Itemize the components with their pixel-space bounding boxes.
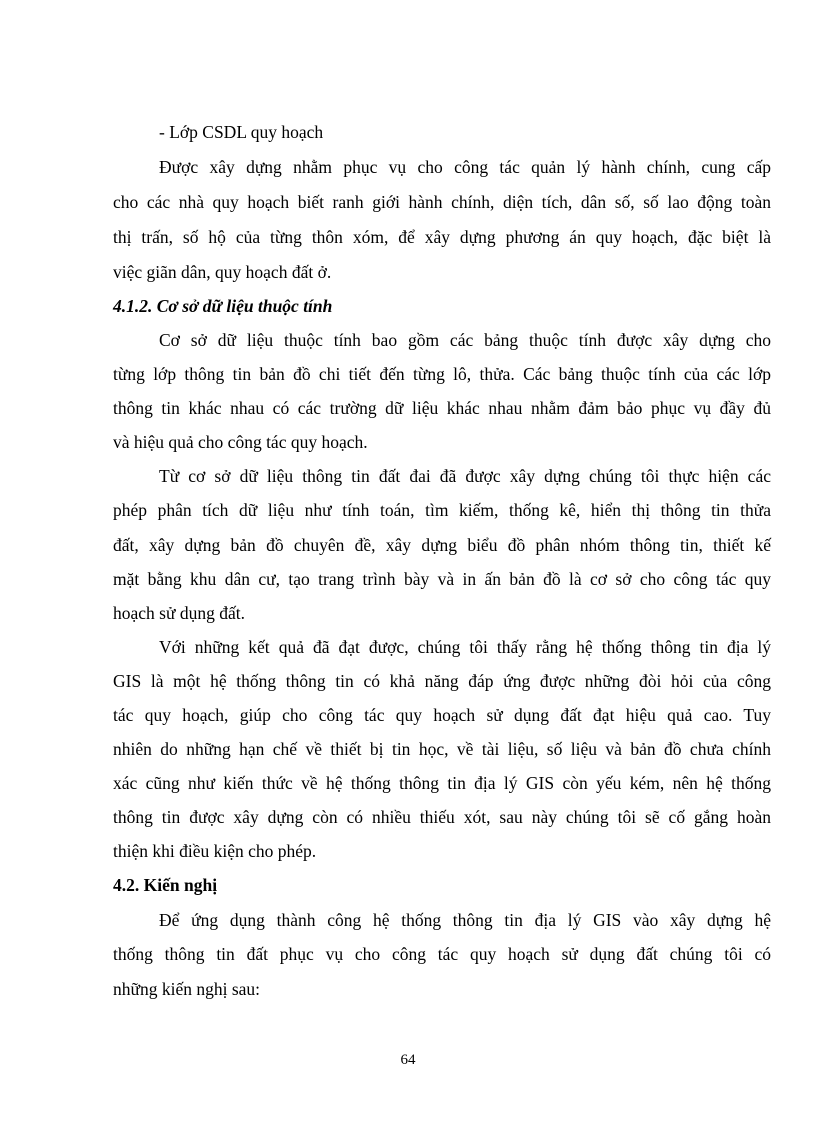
- paragraph-line: hoạch sử dụng đất.: [113, 603, 245, 623]
- paragraph-line: Với những kết quả đã đạt được, chúng tôi thấy rằng hệ thống thông tin địa lý: [159, 637, 771, 657]
- paragraph-line: Từ cơ sở dữ liệu thông tin đất đai đã được xây dựng chúng tôi thực hiện các: [159, 466, 771, 486]
- paragraph-line: cho các nhà quy hoạch biết ranh giới hành chính, diện tích, dân số, số lao động toàn: [113, 192, 771, 212]
- paragraph-line: thống thông tin đất phục vụ cho công tác quy hoạch sử dụng đất chúng tôi có: [113, 944, 771, 964]
- paragraph-line: nhiên do những hạn chế về thiết bị tin học, về tài liệu, số liệu và bản đồ chưa chính: [113, 739, 771, 759]
- section-heading-4-2: 4.2. Kiến nghị: [113, 875, 218, 895]
- layer-title: - Lớp CSDL quy hoạch: [159, 122, 324, 142]
- paragraph-line: xác cũng như kiến thức về hệ thống thông tin địa lý GIS còn yếu kém, nên hệ thống: [113, 773, 771, 793]
- paragraph-line: tác quy hoạch, giúp cho công tác quy hoạch sử dụng đất đạt hiệu quả cao. Tuy: [113, 705, 771, 725]
- paragraph-line: từng lớp thông tin bản đồ chi tiết đến từng lô, thửa. Các bảng thuộc tính của các lớp: [113, 364, 771, 384]
- paragraph-line: và hiệu quả cho công tác quy hoạch.: [113, 432, 368, 452]
- paragraph-line: Để ứng dụng thành công hệ thống thông tin địa lý GIS vào xây dựng hệ: [159, 910, 771, 930]
- paragraph-line: phép phân tích dữ liệu như tính toán, tìm kiếm, thống kê, hiển thị thông tin thửa: [113, 500, 771, 520]
- page-number: 64: [400, 1052, 416, 1068]
- paragraph-line: Được xây dựng nhằm phục vụ cho công tác quản lý hành chính, cung cấp: [159, 157, 771, 177]
- paragraph-line: thông tin khác nhau có các trường dữ liệu khác nhau nhằm đảm bảo phục vụ đầy đủ: [113, 398, 771, 418]
- paragraph-line: GIS là một hệ thống thông tin có khả năng đáp ứng được những đòi hỏi của công: [113, 671, 771, 691]
- paragraph-line: thông tin được xây dựng còn có nhiều thiếu xót, sau này chúng tôi sẽ cố gắng hoàn: [113, 807, 771, 827]
- paragraph-line: mặt bằng khu dân cư, tạo trang trình bày và in ấn bản đồ là cơ sở cho công tác quy: [113, 569, 771, 589]
- section-heading-4-1-2: 4.1.2. Cơ sở dữ liệu thuộc tính: [113, 296, 333, 316]
- paragraph-line: đất, xây dựng bản đồ chuyên đề, xây dựng biểu đồ phân nhóm thông tin, thiết kế: [113, 535, 771, 555]
- paragraph-line: việc giãn dân, quy hoạch đất ở.: [113, 262, 332, 282]
- paragraph-line: những kiến nghị sau:: [113, 979, 261, 999]
- paragraph-line: thiện khi điều kiện cho phép.: [113, 841, 317, 861]
- paragraph-line: thị trấn, số hộ của từng thôn xóm, để xây dựng phương án quy hoạch, đặc biệt là: [113, 227, 771, 247]
- paragraph-line: Cơ sở dữ liệu thuộc tính bao gồm các bảng thuộc tính được xây dựng cho: [159, 330, 771, 350]
